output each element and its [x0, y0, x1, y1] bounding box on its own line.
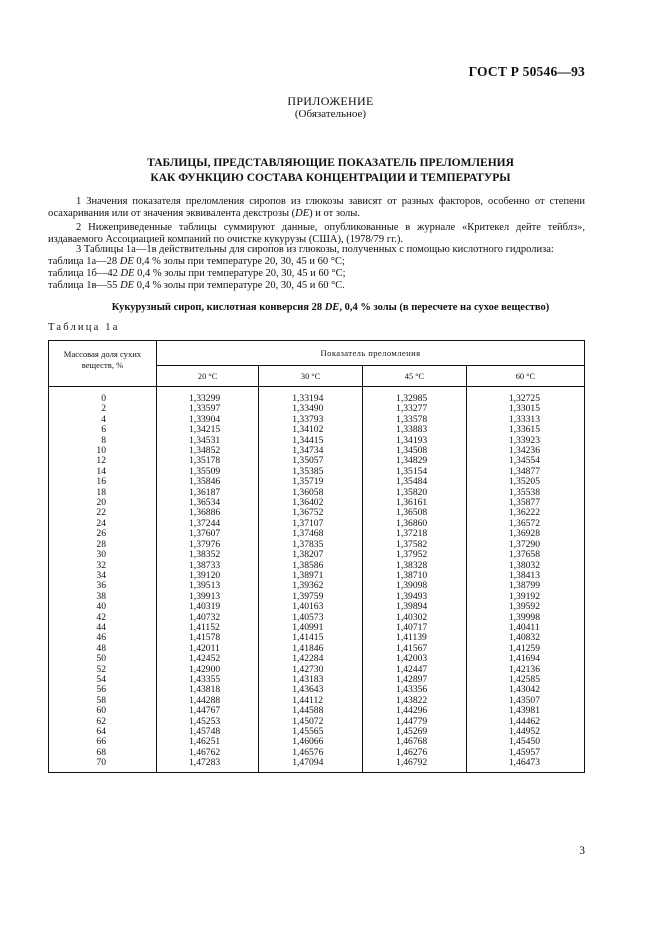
- mass-fraction-cell: 52: [49, 665, 157, 675]
- refractive-index-cell: 1,44288: [157, 696, 259, 706]
- table-label: Таблица 1а: [48, 322, 120, 333]
- mass-fraction-cell: 68: [49, 748, 157, 758]
- refractive-index-cell: 1,34877: [466, 467, 584, 477]
- refractive-index-cell: 1,38328: [363, 561, 467, 571]
- refractive-index-cell: 1,35385: [259, 467, 363, 477]
- refractive-index-cell: 1,36752: [259, 508, 363, 518]
- refractive-index-cell: 1,34415: [259, 436, 363, 446]
- refractive-index-cell: 1,42585: [466, 675, 584, 685]
- refractive-index-cell: 1,45253: [157, 717, 259, 727]
- mass-fraction-cell: 56: [49, 685, 157, 695]
- table-reference-1a: [48, 256, 345, 268]
- refractive-index-cell: 1,38733: [157, 561, 259, 571]
- refractive-index-cell: 1,39513: [157, 581, 259, 591]
- refractive-index-cell: 1,37607: [157, 529, 259, 539]
- mass-fraction-cell: 50: [49, 654, 157, 664]
- mass-fraction-cell: 42: [49, 613, 157, 623]
- refractive-index-cell: 1,37218: [363, 529, 467, 539]
- refractive-index-cell: 1,44952: [466, 727, 584, 737]
- mass-fraction-cell: 58: [49, 696, 157, 706]
- mass-fraction-cell: 18: [49, 488, 157, 498]
- refractive-index-cell: 1,39759: [259, 592, 363, 602]
- mass-fraction-cell: 20: [49, 498, 157, 508]
- refractive-index-cell: 1,37976: [157, 540, 259, 550]
- table-caption: [0, 302, 661, 313]
- refractive-index-cell: 1,35057: [259, 456, 363, 466]
- refractive-index-cell: 1,40411: [466, 623, 584, 633]
- table-reference-suffix: 0,4 % золы при температуре 20, 30, 45 и 60 °С.: [134, 280, 345, 291]
- refractive-index-cell: 1,33299: [157, 387, 259, 405]
- refractive-index-cell: 1,33923: [466, 436, 584, 446]
- refractive-index-cell: 1,35484: [363, 477, 467, 487]
- column-header-temp-30: 30 °С: [259, 366, 363, 387]
- table-row: [49, 387, 585, 405]
- refractive-index-cell: 1,42452: [157, 654, 259, 664]
- mass-fraction-cell: 70: [49, 758, 157, 772]
- mass-fraction-cell: 2: [49, 404, 157, 414]
- page-number: 3: [579, 845, 585, 857]
- refractive-index-cell: 1,36508: [363, 508, 467, 518]
- refractive-index-cell: 1,37835: [259, 540, 363, 550]
- table-row: [49, 602, 585, 612]
- mass-fraction-cell: 66: [49, 737, 157, 747]
- mass-fraction-cell: 22: [49, 508, 157, 518]
- table-reference-suffix: 0,4 % золы при температуре 20, 30, 45 и 60 °С;: [133, 256, 345, 267]
- refractive-index-cell: 1,43822: [363, 696, 467, 706]
- refractive-index-cell: 1,38971: [259, 571, 363, 581]
- refractive-index-cell: 1,38032: [466, 561, 584, 571]
- table-body: [49, 387, 585, 773]
- refractive-index-cell: 1,37290: [466, 540, 584, 550]
- refractive-index-cell: 1,39098: [363, 581, 467, 591]
- refractive-index-cell: 1,42003: [363, 654, 467, 664]
- refractive-index-cell: 1,41578: [157, 633, 259, 643]
- refractive-index-cell: 1,40573: [259, 613, 363, 623]
- refractive-index-cell: 1,34508: [363, 446, 467, 456]
- appendix-title: ПРИЛОЖЕНИЕ: [287, 94, 374, 108]
- refractive-index-cell: 1,33313: [466, 415, 584, 425]
- refractive-index-cell: 1,36886: [157, 508, 259, 518]
- mass-fraction-cell: 64: [49, 727, 157, 737]
- refractive-index-cell: 1,43981: [466, 706, 584, 716]
- refractive-index-cell: 1,41567: [363, 644, 467, 654]
- refractive-index-cell: 1,46251: [157, 737, 259, 747]
- column-header-temp-45: 45 °С: [363, 366, 467, 387]
- mass-fraction-cell: 0: [49, 387, 157, 405]
- appendix-subtitle: (Обязательное): [294, 108, 367, 120]
- refractive-index-cell: 1,41152: [157, 623, 259, 633]
- table-reference-prefix: таблица 1в—55: [48, 280, 121, 291]
- paragraph-2: 2 Нижеприведенные таблицы суммируют данные, опубликованные в журнале «Критекел дейте тейблз», издаваемого Ассоциацией компаний по очистке кукурузы (США), (1978/79 гг.).: [48, 222, 585, 246]
- refractive-index-cell: 1,36222: [466, 508, 584, 518]
- refractive-index-cell: 1,33015: [466, 404, 584, 414]
- refractive-index-cell: 1,43507: [466, 696, 584, 706]
- document-title-line-1: ТАБЛИЦЫ, ПРЕДСТАВЛЯЮЩИЕ ПОКАЗАТЕЛЬ ПРЕЛОМЛЕНИЯ: [147, 157, 514, 169]
- refractive-index-cell: 1,40991: [259, 623, 363, 633]
- refractive-index-cell: 1,39120: [157, 571, 259, 581]
- refractive-index-cell: 1,40302: [363, 613, 467, 623]
- mass-fraction-cell: 44: [49, 623, 157, 633]
- mass-fraction-cell: 12: [49, 456, 157, 466]
- mass-fraction-cell: 34: [49, 571, 157, 581]
- refractive-index-cell: 1,35846: [157, 477, 259, 487]
- paragraph-1-text-a: 1 Значения показателя преломления сиропов из глюкозы зависят от разных факторов, особенно от степени осахаривания или от значения эквивалента декстрозы (: [48, 196, 585, 220]
- refractive-index-cell: 1,42011: [157, 644, 259, 654]
- refractive-index-cell: 1,37244: [157, 519, 259, 529]
- table-reference-prefix: таблица 1б—42: [48, 268, 121, 279]
- refractive-index-cell: 1,40163: [259, 602, 363, 612]
- mass-fraction-cell: 26: [49, 529, 157, 539]
- refractive-index-cell: 1,39998: [466, 613, 584, 623]
- refractive-index-cell: 1,46576: [259, 748, 363, 758]
- refractive-index-cell: 1,36860: [363, 519, 467, 529]
- refractive-index-cell: 1,35538: [466, 488, 584, 498]
- refractive-index-cell: 1,34193: [363, 436, 467, 446]
- refractive-index-cell: 1,33490: [259, 404, 363, 414]
- refractive-index-cell: 1,35205: [466, 477, 584, 487]
- refractive-index-cell: 1,33615: [466, 425, 584, 435]
- refractive-index-cell: 1,32985: [363, 387, 467, 405]
- mass-fraction-cell: 28: [49, 540, 157, 550]
- paragraph-1-text-b: ) и от золы.: [309, 208, 360, 220]
- refractive-index-cell: 1,34554: [466, 456, 584, 466]
- refractive-index-cell: 1,37658: [466, 550, 584, 560]
- table-reference-1b: [48, 268, 346, 280]
- standard-number: ГОСТ Р 50546—93: [468, 64, 585, 79]
- mass-fraction-cell: 24: [49, 519, 157, 529]
- refractive-index-cell: 1,36058: [259, 488, 363, 498]
- refractive-index-cell: 1,43355: [157, 675, 259, 685]
- refractive-index-cell: 1,39362: [259, 581, 363, 591]
- refractive-index-cell: 1,36534: [157, 498, 259, 508]
- table-reference-de: DE: [119, 256, 134, 267]
- refractive-index-cell: 1,35154: [363, 467, 467, 477]
- refractive-index-cell: 1,44767: [157, 706, 259, 716]
- refractive-index-cell: 1,46792: [363, 758, 467, 772]
- refractive-index-cell: 1,39592: [466, 602, 584, 612]
- refractive-index-cell: 1,33277: [363, 404, 467, 414]
- refractive-index-cell: 1,33793: [259, 415, 363, 425]
- refractive-index-cell: 1,34829: [363, 456, 467, 466]
- refractive-index-cell: 1,34734: [259, 446, 363, 456]
- table-row: [49, 654, 585, 664]
- mass-fraction-cell: 60: [49, 706, 157, 716]
- refractive-index-cell: 1,43818: [157, 685, 259, 695]
- refractive-index-cell: 1,38352: [157, 550, 259, 560]
- mass-fraction-cell: 16: [49, 477, 157, 487]
- refractive-index-cell: 1,42284: [259, 654, 363, 664]
- refractive-index-cell: 1,42447: [363, 665, 467, 675]
- table-caption-text-a: Кукурузный сироп, кислотная конверсия 28: [111, 302, 325, 313]
- refractive-index-cell: 1,43042: [466, 685, 584, 695]
- refractive-index-cell: 1,41415: [259, 633, 363, 643]
- refractive-index-cell: 1,34215: [157, 425, 259, 435]
- table-reference-de: DE: [120, 280, 135, 291]
- document-title: [0, 156, 661, 186]
- refractive-index-cell: 1,37107: [259, 519, 363, 529]
- refractive-index-cell: 1,35719: [259, 477, 363, 487]
- refractive-index-cell: 1,45957: [466, 748, 584, 758]
- refractive-index-cell: 1,39192: [466, 592, 584, 602]
- refractive-index-cell: 1,46066: [259, 737, 363, 747]
- refractive-index-cell: 1,39913: [157, 592, 259, 602]
- table-caption-de: DE: [324, 302, 340, 313]
- table-row: [49, 550, 585, 560]
- refractive-index-cell: 1,43356: [363, 685, 467, 695]
- mass-fraction-cell: 6: [49, 425, 157, 435]
- refractive-index-cell: 1,36161: [363, 498, 467, 508]
- table-reference-prefix: таблица 1а—28: [48, 256, 120, 267]
- refractive-index-cell: 1,40732: [157, 613, 259, 623]
- refractive-index-cell: 1,34102: [259, 425, 363, 435]
- refractive-index-cell: 1,44296: [363, 706, 467, 716]
- refractive-index-cell: 1,41259: [466, 644, 584, 654]
- refractive-index-cell: 1,33597: [157, 404, 259, 414]
- table-reference-suffix: 0,4 % золы при температуре 20, 30, 45 и 60 °С;: [134, 268, 346, 279]
- mass-fraction-cell: 14: [49, 467, 157, 477]
- refractive-index-cell: 1,43183: [259, 675, 363, 685]
- refractive-index-cell: 1,40717: [363, 623, 467, 633]
- refractive-index-cell: 1,33578: [363, 415, 467, 425]
- refractive-index-cell: 1,35509: [157, 467, 259, 477]
- table-caption-text-b: , 0,4 % золы (в пересчете на сухое вещество): [339, 302, 550, 313]
- refractive-index-cell: 1,37952: [363, 550, 467, 560]
- refractive-index-cell: 1,38799: [466, 581, 584, 591]
- refractive-index-cell: 1,33904: [157, 415, 259, 425]
- refractive-index-cell: 1,42730: [259, 665, 363, 675]
- refractive-index-cell: 1,37468: [259, 529, 363, 539]
- refractive-index-cell: 1,36572: [466, 519, 584, 529]
- refractive-index-cell: 1,34852: [157, 446, 259, 456]
- mass-fraction-cell: 32: [49, 561, 157, 571]
- mass-fraction-cell: 36: [49, 581, 157, 591]
- refractive-index-cell: 1,39894: [363, 602, 467, 612]
- refractive-index-cell: 1,42897: [363, 675, 467, 685]
- column-header-temp-20: 20 °С: [157, 366, 259, 387]
- refractive-index-cell: 1,46768: [363, 737, 467, 747]
- refractive-index-cell: 1,44779: [363, 717, 467, 727]
- column-header-refractive-index: Показатель преломления: [157, 341, 585, 366]
- document-title-line-2: КАК ФУНКЦИЮ СОСТАВА КОНЦЕНТРАЦИИ И ТЕМПЕРАТУРЫ: [150, 172, 511, 184]
- mass-fraction-cell: 62: [49, 717, 157, 727]
- mass-fraction-cell: 48: [49, 644, 157, 654]
- mass-fraction-cell: 46: [49, 633, 157, 643]
- refractive-index-cell: 1,44112: [259, 696, 363, 706]
- refractive-index-cell: 1,43643: [259, 685, 363, 695]
- refractive-index-cell: 1,44588: [259, 706, 363, 716]
- refractive-index-cell: 1,41694: [466, 654, 584, 664]
- refractive-index-cell: 1,35178: [157, 456, 259, 466]
- refractive-index-cell: 1,44462: [466, 717, 584, 727]
- refractive-index-cell: 1,41139: [363, 633, 467, 643]
- paragraph-3: 3 Таблицы 1а—1в действительны для сиропов из глюкозы, полученных с помощью кислотного гидролиза:: [76, 244, 554, 255]
- refractive-index-cell: 1,38413: [466, 571, 584, 581]
- refractive-index-cell: 1,33883: [363, 425, 467, 435]
- paragraph-1: [48, 196, 585, 221]
- table-row: [49, 758, 585, 772]
- table-reference-1c: [48, 280, 345, 292]
- refractive-index-cell: 1,36402: [259, 498, 363, 508]
- mass-fraction-cell: 40: [49, 602, 157, 612]
- column-header-temp-60: 60 °С: [466, 366, 584, 387]
- mass-fraction-cell: 8: [49, 436, 157, 446]
- refractive-index-cell: 1,36928: [466, 529, 584, 539]
- refractive-index-cell: 1,39493: [363, 592, 467, 602]
- column-header-mass-fraction: Массовая доля сухих веществ, %: [49, 341, 157, 387]
- refractive-index-cell: 1,47094: [259, 758, 363, 772]
- refractive-index-cell: 1,45565: [259, 727, 363, 737]
- refractive-index-cell: 1,47283: [157, 758, 259, 772]
- mass-fraction-cell: 54: [49, 675, 157, 685]
- refractive-index-cell: 1,37582: [363, 540, 467, 550]
- refractive-index-cell: 1,42136: [466, 665, 584, 675]
- refractive-index-cell: 1,40319: [157, 602, 259, 612]
- mass-fraction-cell: 38: [49, 592, 157, 602]
- refractive-index-cell: 1,46473: [466, 758, 584, 772]
- refractive-index-cell: 1,45748: [157, 727, 259, 737]
- refractive-index-cell: 1,45450: [466, 737, 584, 747]
- refractive-index-cell: 1,38207: [259, 550, 363, 560]
- refractive-index-cell: 1,41846: [259, 644, 363, 654]
- refractive-index-cell: 1,33194: [259, 387, 363, 405]
- refractive-index-cell: 1,36187: [157, 488, 259, 498]
- refractive-index-cell: 1,35820: [363, 488, 467, 498]
- mass-fraction-cell: 30: [49, 550, 157, 560]
- refractive-index-cell: 1,32725: [466, 387, 584, 405]
- refractive-index-cell: 1,45269: [363, 727, 467, 737]
- mass-fraction-cell: 10: [49, 446, 157, 456]
- refractive-index-cell: 1,38586: [259, 561, 363, 571]
- table-reference-de: DE: [120, 268, 135, 279]
- paragraph-1-de: DE: [295, 208, 310, 220]
- refractive-index-cell: 1,38710: [363, 571, 467, 581]
- refractive-index-cell: 1,34531: [157, 436, 259, 446]
- refractive-index-cell: 1,46762: [157, 748, 259, 758]
- mass-fraction-cell: 4: [49, 415, 157, 425]
- refractive-index-table: [48, 340, 585, 773]
- refractive-index-cell: 1,34236: [466, 446, 584, 456]
- refractive-index-cell: 1,46276: [363, 748, 467, 758]
- refractive-index-cell: 1,42900: [157, 665, 259, 675]
- refractive-index-cell: 1,35877: [466, 498, 584, 508]
- refractive-index-cell: 1,40832: [466, 633, 584, 643]
- refractive-index-cell: 1,45072: [259, 717, 363, 727]
